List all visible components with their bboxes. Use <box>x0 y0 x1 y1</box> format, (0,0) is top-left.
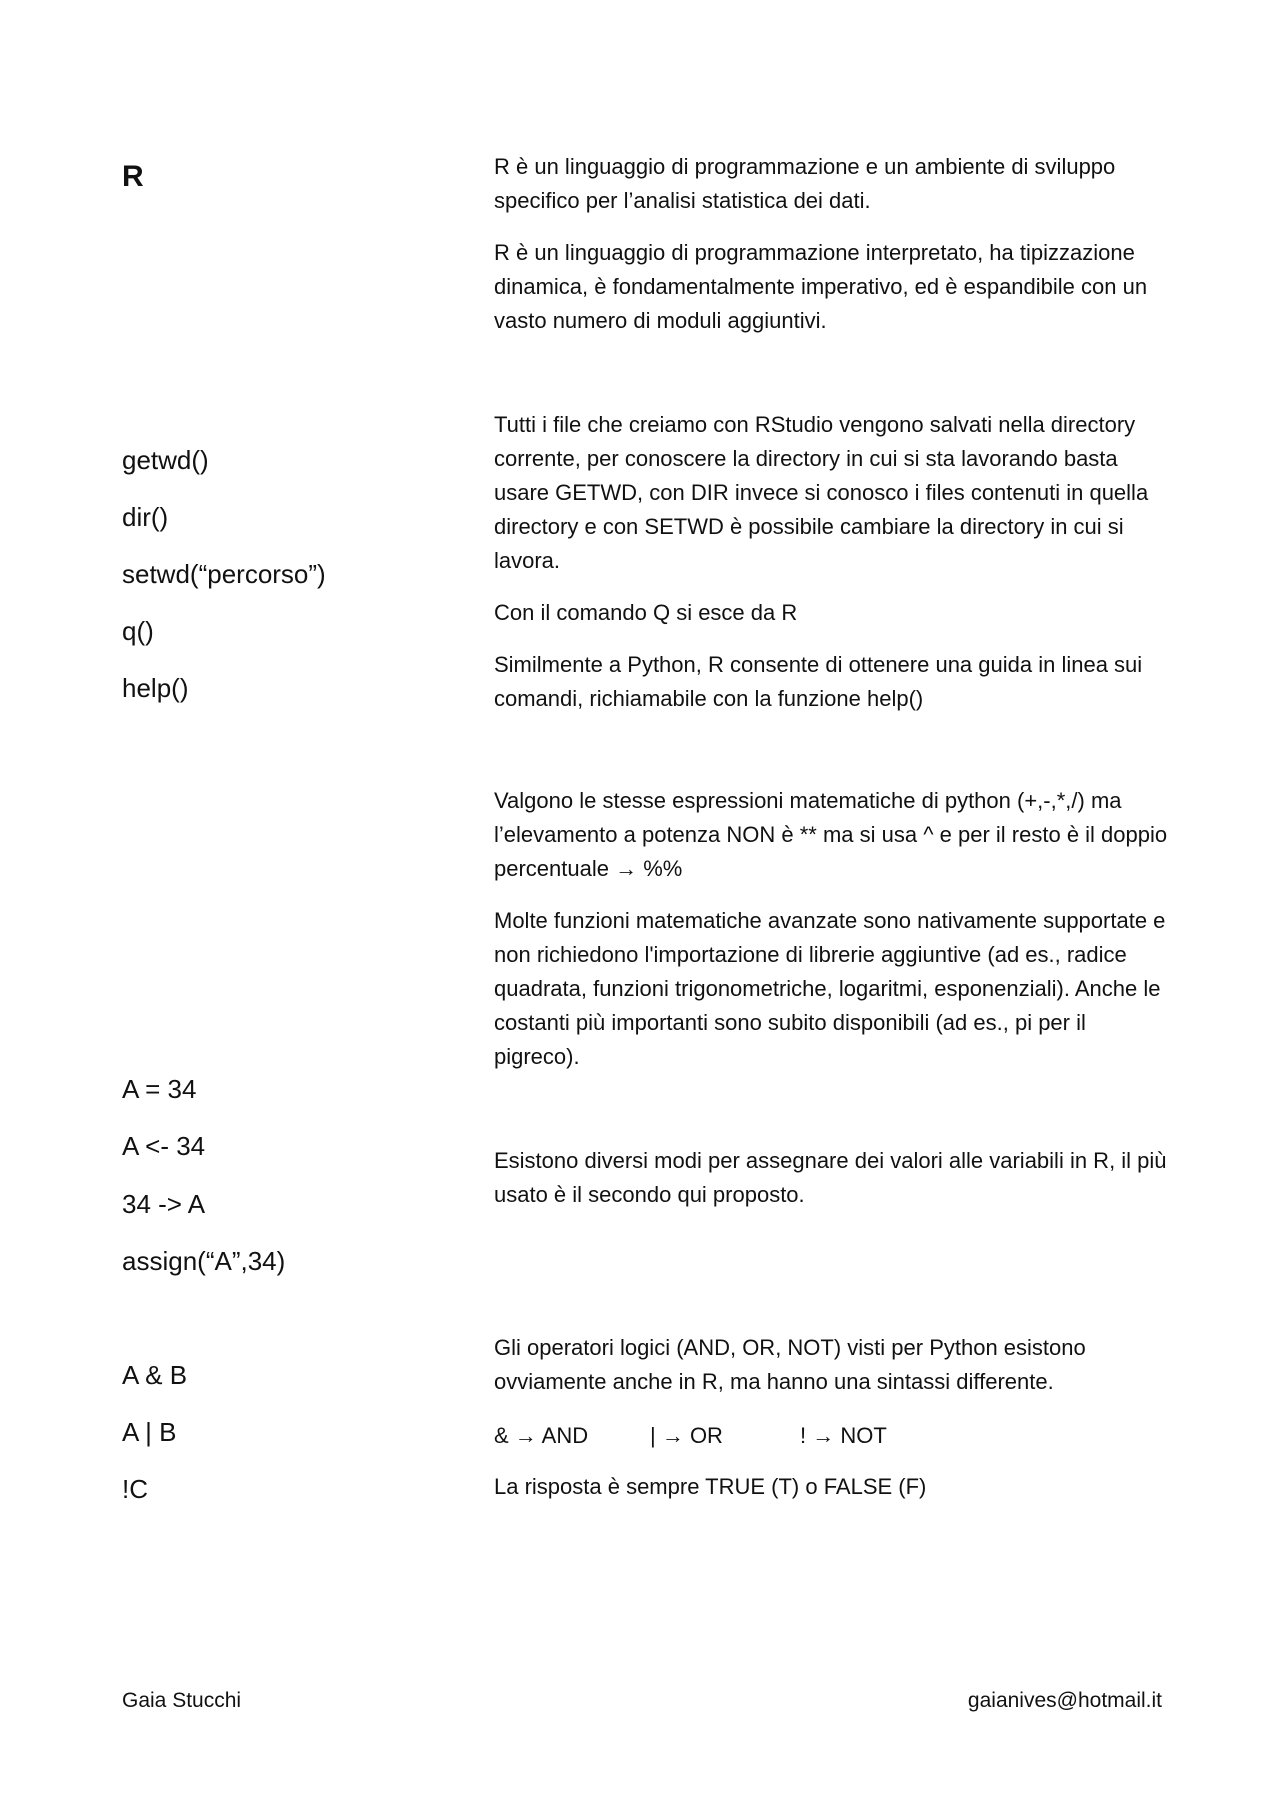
math-paragraph-2: Molte funzioni matematiche avanzate sono nativamente supportate e non richiedono l'importazione di librerie aggiuntive (ad es., radice quadrata, funzioni trigonometriche, logaritmi, esponenziali). Anche le costanti più importanti sono subito disponibili (ad es., pi per il pigreco). <box>494 908 1166 1069</box>
page-title: R <box>122 160 144 193</box>
intro-paragraph-2: R è un linguaggio di programmazione interpretato, ha tipizzazione dinamica, è fondamentalmente imperativo, ed è espandibile con un vasto numero di moduli aggiuntivi. <box>494 240 1148 333</box>
logic-not: !C <box>122 1474 148 1504</box>
directory-paragraph: Tutti i file che creiamo con RStudio vengono salvati nella directory corrente, per conoscere la directory in cui si sta lavorando basta usare GETWD, con DIR invece si conosco i files contenuti in quella directory e con SETWD è possibile cambiare la directory in cui si lavora. <box>494 412 1149 573</box>
assign-equals: A = 34 <box>122 1074 197 1104</box>
footer-author: Gaia Stucchi <box>122 1689 242 1712</box>
command-q: q() <box>122 616 154 646</box>
intro-paragraph-1: R è un linguaggio di programmazione e un ambiente di sviluppo specifico per l’analisi statistica dei dati. <box>494 154 1116 213</box>
quit-paragraph: Con il comando Q si esce da R <box>494 600 798 625</box>
assignment-paragraph: Esistono diversi modi per assegnare dei valori alle variabili in R, il più usato è il secondo qui proposto. <box>494 1148 1167 1207</box>
command-getwd: getwd() <box>122 445 209 475</box>
command-help: help() <box>122 673 189 703</box>
help-paragraph: Similmente a Python, R consente di ottenere una guida in linea sui comandi, richiamabile con la funzione help() <box>494 652 1143 711</box>
math-paragraph-1: Valgono le stesse espressioni matematiche di python (+,-,*,/) ma l’elevamento a potenza NON è ** ma si usa ^ e per il resto è il doppio percentuale → %% <box>494 788 1168 881</box>
operator-and: & → AND <box>494 1423 589 1448</box>
command-setwd: setwd(“percorso”) <box>122 559 326 589</box>
operator-not: ! → NOT <box>800 1423 887 1448</box>
operator-or: | → OR <box>650 1423 723 1448</box>
footer-email: gaianives@hotmail.it <box>967 1689 1162 1712</box>
assign-right-arrow: 34 -> A <box>122 1189 206 1219</box>
logic-and: A & B <box>122 1360 188 1390</box>
command-dir: dir() <box>122 502 169 532</box>
logic-paragraph: Gli operatori logici (AND, OR, NOT) visti per Python esistono ovviamente anche in R, ma hanno una sintassi differente. <box>494 1335 1086 1394</box>
assign-function: assign(“A”,34) <box>122 1246 286 1276</box>
logic-result: La risposta è sempre TRUE (T) o FALSE (F) <box>494 1474 927 1499</box>
logic-or: A | B <box>122 1417 177 1447</box>
assign-left-arrow: A <- 34 <box>122 1131 206 1161</box>
